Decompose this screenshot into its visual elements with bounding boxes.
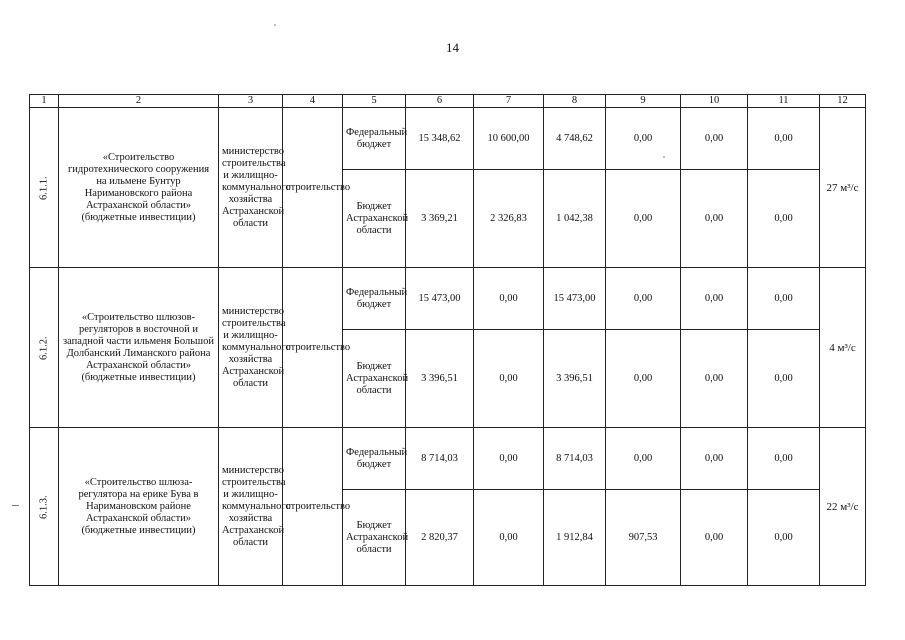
table-row	[30, 428, 866, 490]
header-cell: 4	[283, 95, 343, 108]
stage: строительство	[283, 108, 343, 268]
header-cell: 2	[59, 95, 219, 108]
cell-year3: 0,00	[606, 428, 681, 490]
header-cell: 5	[343, 95, 406, 108]
funding-source: Федеральный бюджет	[343, 268, 406, 330]
cell-year4: 0,00	[681, 170, 748, 268]
header-cell: 6	[406, 95, 474, 108]
cell-year2: 15 473,00	[544, 268, 606, 330]
executor: министерство строительства и жилищно-коммунального хозяйства Астраханской области	[219, 428, 283, 586]
header-cell: 8	[544, 95, 606, 108]
cell-year3: 0,00	[606, 268, 681, 330]
cell-year4: 0,00	[681, 268, 748, 330]
cell-year3: 0,00	[606, 108, 681, 170]
cell-year2: 1 042,38	[544, 170, 606, 268]
header-cell: 12	[820, 95, 866, 108]
cell-year2: 1 912,84	[544, 490, 606, 586]
header-cell: 11	[748, 95, 820, 108]
header-row	[30, 95, 866, 108]
cell-year3: 907,53	[606, 490, 681, 586]
header-cell: 7	[474, 95, 544, 108]
table-row	[30, 268, 866, 330]
header-cell: 1	[30, 95, 59, 108]
cell-year1: 0,00	[474, 490, 544, 586]
funding-source: Бюджет Астраханской области	[343, 170, 406, 268]
project-name: «Строительство гидротехнического сооружения на ильмене Бунтур Наримановского района Астраханской области» (бюджетные инвестиции)	[59, 108, 219, 268]
cell-total: 3 396,51	[406, 330, 474, 428]
cell-year5: 0,00	[748, 490, 820, 586]
cell-year1: 0,00	[474, 428, 544, 490]
cell-year4: 0,00	[681, 428, 748, 490]
cell-total: 3 369,21	[406, 170, 474, 268]
executor: министерство строительства и жилищно-коммунального хозяйства Астраханской области	[219, 108, 283, 268]
cell-total: 8 714,03	[406, 428, 474, 490]
cell-year5: 0,00	[748, 330, 820, 428]
row-number: 6.1.3.	[30, 428, 59, 586]
cell-year2: 8 714,03	[544, 428, 606, 490]
cell-year2: 3 396,51	[544, 330, 606, 428]
cell-year5: 0,00	[748, 268, 820, 330]
funding-source: Федеральный бюджет	[343, 108, 406, 170]
capacity: 4 м³/с	[820, 268, 866, 428]
cell-total: 2 820,37	[406, 490, 474, 586]
project-name: «Строительство шлюза-регулятора на ерике Бува в Наримановском районе Астраханской области» (бюджетные инвестиции)	[59, 428, 219, 586]
page-number: 14	[446, 40, 459, 55]
cell-year1: 10 600,00	[474, 108, 544, 170]
row-number: 6.1.1.	[30, 108, 59, 268]
cell-year5: 0,00	[748, 428, 820, 490]
header-cell: 10	[681, 95, 748, 108]
cell-year4: 0,00	[681, 330, 748, 428]
cell-year3: 0,00	[606, 330, 681, 428]
cell-year1: 0,00	[474, 268, 544, 330]
cell-year5: 0,00	[748, 170, 820, 268]
project-name: «Строительство шлюзов-регуляторов в восточной и западной части ильменя Большой Долбанский Лиманского района Астраханской области» (бюджетные инвестиции)	[59, 268, 219, 428]
cell-year1: 0,00	[474, 330, 544, 428]
scan-speck	[663, 156, 665, 158]
funding-source: Бюджет Астраханской области	[343, 330, 406, 428]
cell-year5: 0,00	[748, 108, 820, 170]
stage: строительство	[283, 428, 343, 586]
header-cell: 3	[219, 95, 283, 108]
capacity: 22 м³/с	[820, 428, 866, 586]
executor: министерство строительства и жилищно-коммунального хозяйства Астраханской области	[219, 268, 283, 428]
header-cell: 9	[606, 95, 681, 108]
cell-year1: 2 326,83	[474, 170, 544, 268]
cell-total: 15 473,00	[406, 268, 474, 330]
table-row	[30, 108, 866, 170]
cell-total: 15 348,62	[406, 108, 474, 170]
cell-year4: 0,00	[681, 108, 748, 170]
scan-speck	[274, 24, 276, 26]
funding-source: Бюджет Астраханской области	[343, 490, 406, 586]
capacity: 27 м³/с	[820, 108, 866, 268]
row-number: 6.1.2.	[30, 268, 59, 428]
budget-table	[29, 94, 866, 586]
stage: строительство	[283, 268, 343, 428]
cell-year2: 4 748,62	[544, 108, 606, 170]
cell-year4: 0,00	[681, 490, 748, 586]
scan-mark	[12, 505, 19, 506]
funding-source: Федеральный бюджет	[343, 428, 406, 490]
cell-year3: 0,00	[606, 170, 681, 268]
